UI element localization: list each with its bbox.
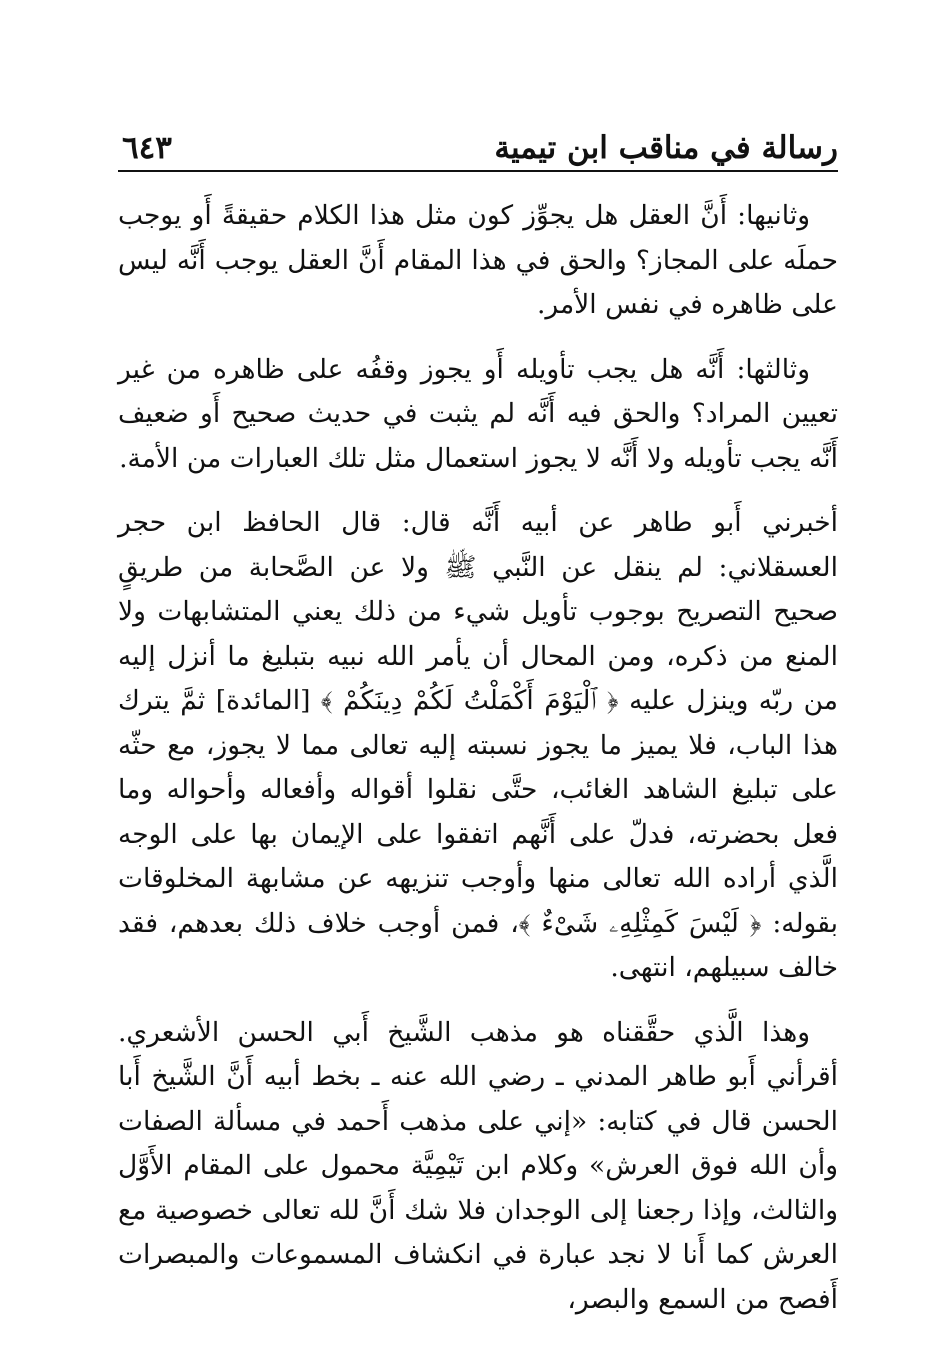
page-number: ٦٤٣ <box>122 130 172 166</box>
page-header <box>118 120 838 170</box>
paragraph: وثانيها: أَنَّ العقل هل يجوِّز كون مثل هذا الكلام حقيقةً أَو يوجب حملَه على المجاز؟ والحق في هذا المقام أَنَّ العقل يوجب أَنَّه ليس على ظاهره في نفس الأمر. <box>118 200 838 320</box>
paragraph: أخبرني أَبو طاهر عن أبيه أَنَّه قال: قال الحافظ ابن حجر العسقلاني: لم ينقل عن النَّبي ﷺ ولا عن الصَّحابة من طريقٍ صحيح التصريح بوجوب تأويل شيء من ذلك يعني المتشابهات ولا المنع من ذكره، ومن المحال أن يأمر الله نبيه بتبليغ ما أنزل إليه من ربّه وينزل عليه ﴿ ٱلْيَوْمَ أَكْمَلْتُ لَكُمْ دِينَكُمْ ﴾ [المائدة] ثمَّ يترك هذا الباب، فلا يميز ما يجوز نسبته إليه تعالى مما لا يجوز، مع حثّه على تبليغ الشاهد الغائب، حتَّى نقلوا أقواله وأفعاله وأحواله وما فعل بحضرته، فدلّ على أَنَّهم اتفقوا على الإيمان بها على الوجه الَّذي أراده الله تعالى منها وأوجب تنزيهه عن مشابهة المخلوقات بقوله: ﴿ لَيْسَ كَمِثْلِهِۦ شَىْءٌ ﴾، فمن أوجب خلاف ذلك بعدهم، فقد خالف سبيلهم، انتهى. <box>118 507 838 983</box>
header-rule <box>118 170 838 172</box>
paragraph: وثالثها: أَنَّه هل يجب تأويله أَو يجوز وقفُه على ظاهره من غير تعيين المراد؟ والحق فيه أَنَّه لم يثبت في حديث صحيح أَو ضعيف أَنَّه يجب تأويله ولا أَنَّه لا يجوز استعمال مثل تلك العبارات من الأمة. <box>118 353 838 474</box>
running-title: رسالة في مناقب ابن تيمية <box>494 130 838 166</box>
body-text <box>118 194 838 1342</box>
paragraph: وهذا الَّذي حقَّقناه هو مذهب الشَّيخ أَبي الحسن الأشعري. أقرأني أَبو طاهر المدني ـ رضي الله عنه ـ بخط أبيه أَنَّ الشَّيخ أَبا الحسن قال في كتابه: «إني على مذهب أَحمد في مسألة الصفات وأن الله فوق العرش» وكلام ابن تَيْمِيَّة محمول على المقام الأَوَّل والثالث، وإذا رجعنا إلى الوجدان فلا شك أَنَّ لله تعالى خصوصية مع العرش كما أَنا لا نجد عبارة في انكشاف المسموعات والمبصرات أَفصح من السمع والبصر، <box>118 1016 838 1315</box>
book-page <box>118 120 838 1315</box>
